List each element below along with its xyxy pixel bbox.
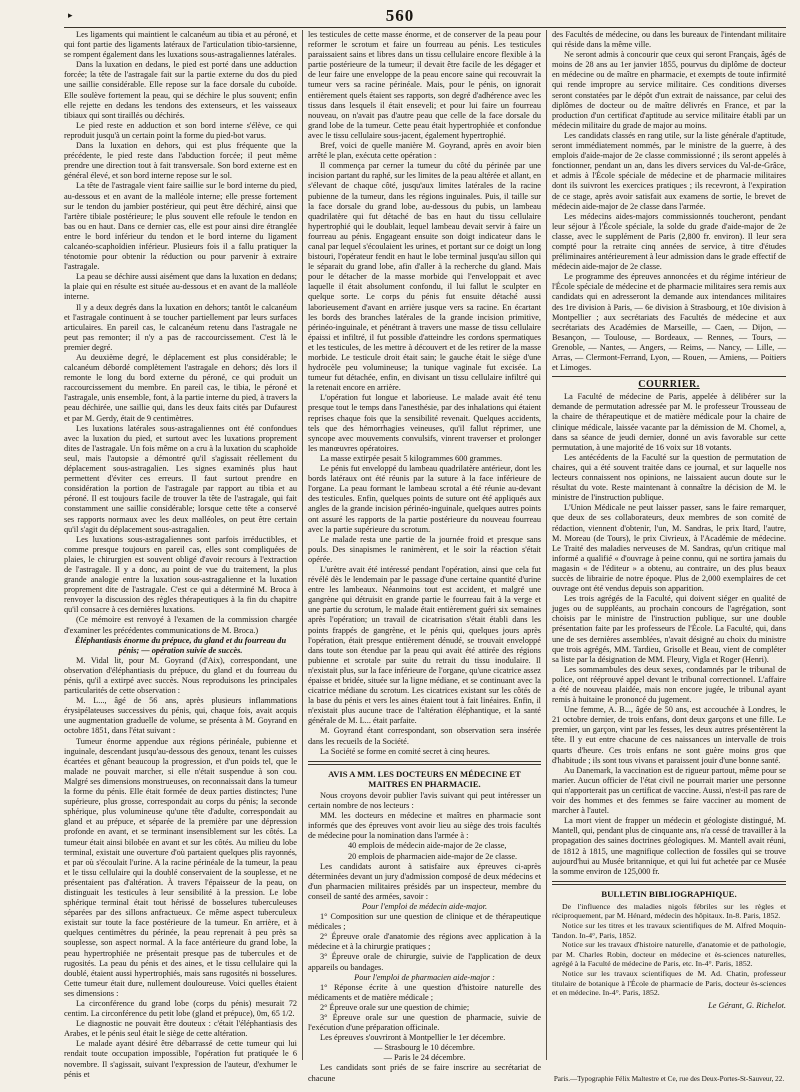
bibliography-heading: BULLETIN BIBLIOGRAPHIQUE.	[601, 888, 737, 899]
paragraph: La masse extirpée pesait 5 kilogrammes 600 grammes.	[320, 453, 503, 463]
list-item: 3° Épreuve orale sur une question de pharmacie, suivie de l'exécution d'une préparation officinale.	[308, 1013, 541, 1033]
courrier-heading: COURRIER.	[638, 379, 700, 391]
subheading: Pour l'emploi de pharmacien aide-major :	[354, 972, 495, 982]
paragraph: La Faculté de médecine de Paris, appelée à délibérer sur la demande de permutation adressée par M. le professeur Trousseau de la chaire de thérapeutique et de matière médicale pour la chaire de clinique médicale, laissée vacante par la démission de M. Chomel, a, dans sa séance de jeudi dernier, donné un avis favorable sur cette permutation, à une majorité de 16 voix sur 18 votants.	[552, 392, 786, 452]
paragraph: L'opération fut longue et laborieuse. Le malade avait été tenu presque tout le temps dans l'anesthésie, par des inhalations qui étaient reprises chaque fois que la sensibilité revenait. Quelques accidents, tels que des hémorrhagies veineuses, qu'il fallut réprimer, une syncope avec mouvements convulsifs, vinrent traverser et prolonger les manœuvres opératoires.	[308, 393, 541, 453]
paragraph: La tête de l'astragale vient faire saillie sur le bord interne du pied, au-dessous et en avant de la malléole interne; elle presse fortement sur le tendon du jambier postérieur, qui peut être déchiré, ainsi que l'artère tibiale postérieure; le plus souvent elle refoule le tendon en bas ou en haut. Dans ce dernier cas, elle est pour ainsi dire étranglée entre le bord inférieur du tendon et le bord interne du ligament calcanéo-scaphoïdien inférieur. Plusieurs fois il a fallu pratiquer la ténotomie pour obtenir la réduction ou pour parvenir à extraire l'astragale.	[64, 181, 297, 272]
section-rule	[552, 376, 786, 377]
paragraph: Au Danemark, la vaccination est de rigueur partout, même pour se marier. Aucun officier de l'état civil ne pourrait marier une personne qui n'apporterait pas un certificat de vaccine. Aussi, n'est-il pas rare de voir des hommes et des femmes se faire vacciner au moment de marcher à l'autel.	[552, 765, 786, 816]
paragraph: Les luxations sous-astragaliennes sont parfois irréductibles, et comme presque toujours en pareil cas, elles sont compliquées de plaies, le chirurgien est souvent obligé d'avoir recours à l'extraction de l'astragale. Il y a donc, au point de vue du traitement, la plus grande analogie entre la luxation sous-astragalienne et la luxation proprement dite de l'astragale. C'est ce qui a déterminé M. Broca à renvoyer la discussion des règles thérapeutiques à la fin du chapitre qu'il consacre à ces dernières luxations.	[64, 534, 297, 615]
paragraph: Le pénis fut enveloppé du lambeau quadrilatère antérieur, dont les bords latéraux ont été réunis par la suture à la face inférieure de l'organe. La peau formant le lambeau scrotal a été réunie au-devant des testicules. Enfin, quelques points de suture ont été appliqués aux angles de la grande incision périnéo-inguinale, quelques autres points ont assuré les rapports de la partie postérieure du nouveau fourreau avec la partie supérieure du scrotum.	[308, 464, 541, 534]
paragraph: Il commença par cerner la tumeur du côté du périnée par une incision partant du raphé, sur les limites de la peau altérée et allant, en s'élevant de chaque côté, jusqu'aux limites latérales de la racine pubienne de la tumeur, dans les régions inguinales. Puis, il taille sur la face dorsale du grand lobe, au-dessous du pubis, un lambeau quadrilatère qui fut détaché de bas en haut du tissu cellulaire hypertrophié qui le doublait, lequel lambeau devait servir à faire un fourreau au pénis. Engageant ensuite son doigt indicateur dans le canal par lequel s'écoulaient les urines, et portant sur ce doigt un long bistouri, l'opérateur fendit en haut le lobe terminal jusqu'au sillon qui le séparait du grand lobe, afin d'aller à la recherche du gland. Mais pour le détacher de la masse morbide qui l'enveloppait et avec laquelle il était absolument confondu, il lui fallut le sculpter en quelque sorte. Le corps du pénis fut ensuite détaché aussi laborieusement d'avant en arrière jusque vers sa racine. En écartant les bords des branches latérales de la grande incision primitive, périnéo-inguinale, et pénétrant à travers une masse de tissu cellulaire épaissi et infiltré, il fut possible d'atteindre les cordons spermatiques et les testicules, de les mettre à découvert et de les retirer de la masse morbide. Le testicule droit était sain; le gauche était le siège d'une hydrocèle peu volumineuse; la tunique vaginale fut excisée. La tumeur fut détachée, enfin, en divisant un tissu cellulaire infiltré qui la retenait encore en arrière.	[308, 161, 541, 393]
paragraph: Le diagnostic ne pouvait être douteux : c'était l'éléphantiasis des Arabes, et le pénis seul était le siège de cette altération.	[64, 1019, 297, 1039]
list-item: — Strasbourg le 10 décembre.	[374, 1043, 475, 1053]
list-item: Les épreuves s'ouvriront à Montpellier le 1er décembre.	[320, 1033, 506, 1043]
paragraph: Nous croyons devoir publier l'avis suivant qui peut intéresser un certain nombre de nos lecteurs :	[308, 790, 541, 811]
section-rule	[308, 761, 541, 765]
subheading: Pour l'emploi de médecin aide-major.	[361, 901, 488, 911]
paragraph: Le programme des épreuves annoncées et du régime intérieur de l'École spéciale de médecine et de pharmacie militaires sera remis aux candidats qui en adresseront la demande aux intendances militaires des 1re division à Paris, — 6e division à Strasbourg, et 10e division à Montpellier ; aux secrétariats des Facultés de médecine et aux secrétariats des Académies de Marseille, — Caen, — Dijon, — Besançon, — Toulouse, — Bordeaux, — Rennes, — Tours, — Grenoble, — Nantes, — Angers, — Reims, — Nancy, — Lille, — Arras, — Clermont-Ferrand, Lyon, — Rouen, — Amiens, — Poitiers et Limoges.	[552, 272, 786, 373]
paragraph: Les ligaments qui maintient le calcanéum au tibia et au péroné, et qui font partie des ligaments latéraux de l'articulation tibio-tarsienne, se rompent également dans les luxations sous-astragaliennes latérales.	[64, 30, 297, 60]
bibliography-entry: De l'influence des maladies nigoïs fébriles sur les règles et réciproquement, par M. Hénard, médecin des hôpitaux. In-8. Paris, 1852.	[552, 901, 786, 921]
list-item: — Paris le 24 décembre.	[383, 1053, 466, 1063]
paragraph: Les sommambules des deux sexes, condamnés par le tribunal de police, ont rééprouvé appel devant le tribunal correctionnel. L'affaire a été de nouveau plaidée, mais non encore jugée, le tribunal ayant remis à huitaine le prononcé du jugement.	[552, 664, 786, 705]
paragraph: Il y a deux degrés dans la luxation en dehors; tantôt le calcanéum et l'astragale continuent à se toucher partiellement par leurs surfaces articulaires. En pareil cas, le calcanéum retenu dans l'astragale ne peut pas remonter; il n'y a pas de raccourcissement. C'est là le premier degré.	[64, 302, 297, 352]
list-item: 40 emplois de médecin aide-major de 2e classe,	[348, 841, 507, 851]
paragraph: Les candidats auront à satisfaire aux épreuves ci-après déterminées devant un jury d'admission composé de deux médecins et d'un pharmacien militaires présidés par un inspecteur, membre du conseil de santé des armées, savoir :	[308, 861, 541, 901]
header-rule	[64, 27, 786, 28]
paragraph: des Facultés de médecine, ou dans les bureaux de l'intendant militaire qui réside dans la même ville.	[552, 30, 786, 50]
list-item: 3° Épreuve orale de chirurgie, suivie de l'application de deux appareils ou bandages.	[308, 952, 541, 972]
paragraph: Au deuxième degré, le déplacement est plus considérable; le calcanéum débordé complètement l'astragale en dehors; dès lors il remonte le long du bord externe du péroné, ce qui produit un raccourcissement du membre. En pareil cas, le tibia, le péroné et l'astragale, unis ensemble, font, à la partie interne du pied, à travers la peau déchirée, une saillie qui, dans les deux faits cités par Dufaurest et par M. Gerdy, était de 9 centimètres.	[64, 353, 297, 423]
paragraph: Les antécédents de la Faculté sur la question de permutation de chaires, qui a été souvent traitée dans ce journal, et sur laquelle nos lecteurs connaissent nos opinions, ne laissaient aucun doute sur le résultat du vote. Reste maintenant à connaître la décision de M. le ministre de l'instruction publique.	[552, 452, 786, 503]
bibliography-list	[552, 902, 786, 998]
section-rule	[552, 881, 786, 885]
paragraph: M. L..., âgé de 56 ans, après plusieurs inflammations érysipélateuses successives du pénis, qui, chaque fois, avait acquis une augmentation graduelle de volume, se présenta à M. Goyrand en octobre 1851, dans l'état suivant :	[64, 696, 297, 736]
paragraph: Dans la luxation en dedans, le pied est porté dans une adduction forcée; la tête de l'astragale fait sur la partie externe du dos du pied une saillie considérable. Elle repose sur la face dorsale du cuboïde. Elle soulève fortement la peau, qui se déchire le plus souvent; enfin elle rejette en dedans les tendons des extenseurs, et les vaisseaux tibiaux qui sont tiraillés ou déchirés.	[64, 60, 297, 120]
paragraph: Bref, voici de quelle manière M. Goyrand, après en avoir bien arrêté le plan, exécuta cette opération :	[308, 141, 541, 161]
paragraph: Dans la luxation en dehors, qui est plus fréquente que la précédente, le pied reste dans l'abduction forcée; il peut même prendre une direction tout à fait transversale. Son bord externe est en général élevé, et son bord interne repose sur le sol.	[64, 141, 297, 181]
paragraph: les testicules de cette masse énorme, et de conserver de la peau pour reformer le scrotum et faire un fourreau au pénis. Les testicules paraissaient sains et libres dans un tissu cellulaire encore flexible à la partie postérieure de la tumeur; il devait être facile de les dégager et de leur faire une enveloppe de la peau encore saine qui recouvrait la tumeur vers sa racine périnéale. Mais, pour le pénis, on ignorait entièrement quels étaient ses rapports, son degré d'adhérence avec les tissus dans lesquels il était enseveli; et pour lui faire un fourreau nouveau, on n'avait pas d'autre peau que celle de la face dorsale du grand lobe de la tumeur. Cette peau était hypertrophiée et confondue avec le tissu cellulaire sous-jacent, également hypertrophié.	[308, 30, 541, 140]
list-item: 1° Réponse écrite à une question d'histoire naturelle des médicaments et de matière médicale ;	[308, 982, 541, 1002]
paragraph: M. Vidal lit, pour M. Goyrand (d'Aix), correspondant, une observation d'éléphantiasis du prépuce, du gland et du fourreau du pénis, qu'il a extirpé avec succès. Nous reproduisons les principales particularités de cette observation :	[64, 655, 297, 696]
bibliography-entry: Notice sur les travaux d'histoire naturelle, d'anatomie et de pathologie, par M. Charles Robin, docteur en médecine et ès-sciences naturelles, agrégé à la Faculté de médecine de Paris, etc. In-4°. Paris, 1852.	[552, 940, 786, 969]
list-item: 2° Épreuve orale d'anatomie des régions avec application à la médecine et à la chirurgie pratiques ;	[308, 932, 541, 952]
paragraph: Tumeur énorme appendue aux régions périnéale, pubienne et inguinale, descendant jusqu'au-dessous des genoux, tenant les cuisses écartées et gênant beaucoup la progression, et d'un poids tel, que le malade ne pouvait marcher, si elle n'était suspendue à son cou. Malgré ses dimensions monstrueuses, on reconnaissait dans la tumeur la forme du pénis. Elle était formée de deux parties distinctes; l'une supérieure, plus grosse, correspondait au corps du pénis; la seconde sphérique, plus volumineuse qu'une tête d'adulte, correspondait au gland et au prépuce, et séparée de la première par une dépression profonde en avant, et se terminant insensiblement sur les côtés. La tumeur était ainsi bilobée en avant et sur les côtés. Au milieu du lobe terminal, existait une ouverture d'où partaient quelques plis rayonnés, et par où s'écoulait l'urine. A la racine périnéale de la tumeur, la peau et le tissu cellulaire qui la doublé conservaient de la souplesse, et ne présentaient pas d'altération. À travers l'épaisseur de la peau, on distinguait les testicules à leur sensibilité à la pression. Le lobe sphérique terminal était tout hérissé de bosselures tuberculeuses séparées par des sillons anfractueux. Ce même aspect tuberculeux existait sur toute la face postérieure de la tumeur. En arrière, et à quelques centimètres du périnée, la peau reprenait à peu près sa souplesse, son aspect normal. A la face antérieure du grand lobe, la peau hypertrophiée ne présentait presque pas de tubercules et de rugosités. La peau du pénis et des aines, et le tissu cellulaire qui la doublé, étaient aussi hypertrophiés, mais sans rugosités ni bosselures. Cette tumeur était dure, nullement douloureuse. Voici quelles étaient ses dimensions :	[64, 736, 297, 998]
column-1	[64, 30, 297, 1079]
paragraph: La mort vient de frapper un médecin et géologiste distingué, M. Mantell, qui, pendant plus de cinquante ans, n'a cessé de travailler à la propagation des saines doctrines géologiques. M. Mantell avait réuni, de 1812 à 1815, une magnifique collection de fossiles qui se trouve aujourd'hui au Musée britannique, et qui lui fut achetée par ce Musée la somme environ de 125,000 fr.	[552, 816, 786, 876]
paragraph: La Société se forme en comité secret à cinq heures.	[320, 746, 491, 756]
bibliography-entry: Notice sur les travaux scientifiques de M. Ad. Chatin, professeur titulaire de botanique à l'École de pharmacie de Paris, docteur ès-sciences et en médecine. In-4°. Paris, 1852.	[552, 969, 786, 998]
paragraph: MM. les docteurs en médecine et maîtres en pharmacie sont informés que des épreuves vont avoir lieu au siège des trois facultés de médecine pour la nomination dans l'armée à :	[308, 811, 541, 841]
paragraph: Les candidats sont priés de se faire inscrire au secrétariat de chacune	[308, 1063, 541, 1083]
paragraph: M. Goyrand étant correspondant, son observation sera insérée dans les recueils de la Société.	[308, 726, 541, 746]
paragraph: Le malade ayant désiré être débarrassé de cette tumeur qui lui rendait toute occupation impossible, l'opération fut pratiquée le 6 novembre. Il s'agissait, suivant l'expression de l'auteur, d'exhumer le pénis et	[64, 1039, 297, 1079]
signature: Le Gérant, G. Richelot.	[708, 1000, 786, 1010]
article-heading: Éléphantiasis énorme du prépuce, du gland et du fourreau du pénis; — opération suivie de succès.	[74, 635, 287, 655]
paragraph: Les trois agrégés de la Faculté, qui doivent siéger en qualité de juges ou de suppléants, au prochain concours de l'agrégation, sont choisis par le ministre de l'instruction publique, sur une double présentation faite par les professeurs de l'École. La Faculté, qui, dans une de ses dernières assemblées, n'avait désigné au choix du ministre que trois agrégés, MM. Tardieu, Grisolle et Beau, vient de compléter sa liste par la désignation de MM. Fleury, Vigla et Roger (Henri).	[552, 594, 786, 664]
list-item: 2° Épreuve orale sur une question de chimie;	[320, 1002, 470, 1012]
list-item: 20 emplois de pharmacien aide-major de 2e classe.	[348, 851, 518, 861]
paragraph: L'urètre avait été intéressé pendant l'opération, ainsi que cela fut révélé dès le lendemain par le passage d'une certaine quantité d'urine entre les lambeaux. Néanmoins tout est accident, et malgré une gangrène qui détruisit en grande partie le fourreau fait à la verge et une partie du scrotum, le malade était entièrement guéri six semaines après l'opération; un travail de cicatrisation s'était établi dans les points frappés de gangrène, et le pénis qui, quelques jours après l'opération, était presque entièrement dénudé, se trouvait enveloppé dans toute son étendue par la peau qui avait été attirée des régions pubienne et scrotale par suite du retrait du tissu inodulaire. Il n'existait plus, sur la face inférieure de l'organe, qu'une cicatrice assez épaisse et bridée, située sur la ligne médiane, et se continuant avec la cicatrice médiane du scrotum. Les cicatrices existant sur les côtés de la base du pénis et vers les aines étaient tout à fait linéaires. Enfin, il n'existait plus aucune trace de l'altération éléphantique, et la santé générale de M. L... était parfaite.	[308, 564, 541, 726]
column-2	[308, 30, 541, 1083]
paragraph: Ne seront admis à concourir que ceux qui seront Français, âgés de moins de 28 ans au 1er janvier 1855, pourvus du diplôme de docteur en médecine ou de maître en pharmacie, et exempts de toute infirmité qui rende impropre au service militaire. Ces conditions diverses seront constatées par le dépôt d'un extrait de naissance, par celui des diplômes de docteur ou de maître délivrés en France, et par la production d'un certificat d'aptitude au service militaire établi par un médecin militaire du grade de major au moins.	[552, 50, 786, 130]
paragraph: La circonférence du grand lobe (corps du pénis) mesurait 72 centim. La circonférence du petit lobe (gland et prépuce), 0m, 65 1/2.	[64, 999, 297, 1019]
paragraph: La peau se déchire aussi aisément que dans la luxation en dedans; la plaie qui en résulte est située au-dessous et en avant de la malléole interne.	[64, 272, 297, 302]
corner-mark: ▸	[68, 10, 73, 20]
notice-heading: AVIS A MM. LES DOCTEURS EN MÉDECINE ET MAITRES EN PHARMACIE.	[328, 768, 521, 789]
bibliography-entry: Notice sur les titres et les travaux scientifiques de M. Alfred Moquin-Tandon. In-4°, Paris, 1852.	[552, 921, 786, 940]
column-divider	[546, 30, 547, 1060]
paragraph: Une femme, A. B..., âgée de 50 ans, est accouchée à Londres, le 21 octobre dernier, de trois enfans, dont deux garçons et une fille. Le premier, un garçon, vint par les fesses, les deux autres présentèrent la tête. Il y eut entre chacune de ces naissances un intervalle de trois quarts d'heure. Ces trois enfans ne sont guère moins gros que d'habitude ; ils sont tous vivans et paraissent jouir d'une bonne santé.	[552, 705, 786, 765]
paragraph: Le pied reste en adduction et son bord interne s'élève, ce qui reproduit jusqu'à un certain point la forme du pied-bot varus.	[64, 120, 297, 140]
paragraph: Les candidats classés en rang utile, sur la liste générale d'aptitude, seront immédiatement nommés, par le ministre de la guerre, à des emplois d'aide-major de 2e classe commissionné ; ils seront appelés à fonctionner, pendant un an, dans les divers services du Val-de-Grâce, et admis à l'École spéciale de médecine et de pharmacie militaires dont ils suivront les exercices pratiques ; ils recevront, à l'expiration de ce stage, après avoir satisfait aux examens de sortie, le brevet de médecin aide-major de 2e classe dans l'armée.	[552, 130, 786, 211]
paragraph: Le malade resta une partie de la journée froid et presque sans pouls. Des sinapismes le ranimèrent, et le soir la réaction s'était opérée.	[308, 534, 541, 564]
paragraph: Les luxations latérales sous-astragaliennes ont été confondues avec la luxation du pied, et surtout avec les luxations proprement dites de l'astragale. Un fois même on a cru à la luxation du scaphoïde seul, mais l'autopsie a démontré qu'il s'agissait réellement du déplacement sous-astragalien. Les signes examinés plus haut permettent d'éviter ces erreurs. Il faut surtout prendre en considération la portion de l'astragale par rapport au tibia et au péroné. Il est toujours facile de trouver la tête de l'astragale, qui fait constamment une saillie considérable; lorsque cette tête a conservé ses rapports normaux avec les deux malléoles, on peut être certain qu'il s'agit du déplacement sous-astragalien.	[64, 423, 297, 534]
page-number: 560	[385, 6, 415, 25]
paragraph: (Ce mémoire est renvoyé à l'examen de la commission chargée d'examiner les précédentes communications de M. Broca.)	[64, 615, 297, 635]
list-item: 1° Composition sur une question de clinique et de thérapeutique médicales ;	[308, 912, 541, 932]
imprint-line: Paris.—Typographie Félix Maltestre et Ce, rue des Deux-Portes-St-Sauveur, 22.	[553, 1075, 785, 1083]
column-divider	[302, 30, 303, 1060]
paragraph: L'Union Médicale ne peut laisser passer, sans le faire remarquer, que deux de ses collaborateurs, deux membres de son comité de rédaction, viennent d'obtenir, l'un, M. Sandras, le prix Itard, l'autre, M. Moreau (de Tours), le prix Civrieux, à l'Académie de médecine. Le Traité des maladies nerveuses de M. Sandras, qu'un critique mal informé a qualifié « d'ouvrage à peine connu, qui ne sortira jamais du magasin « de l'éditeur » a obtenu, au contraire, un des plus beaux succès de librairie de notre époque. Plus de 2,000 exemplaires de cet ouvrage ont été vendus depuis son apparition.	[552, 503, 786, 594]
paragraph: Les médecins aides-majors commissionnés toucheront, pendant leur séjour à l'École spéciale, la solde du grade d'aide-major de 2e classe, avec le supplément de Paris (2,800 fr. environ). Il leur sera compté pour la retraite cinq années de service, à titre d'études préliminaires antérieurement à leur admission dans le grade effectif de médecin aide-major de 2e classe.	[552, 211, 786, 272]
column-3	[552, 30, 786, 1070]
